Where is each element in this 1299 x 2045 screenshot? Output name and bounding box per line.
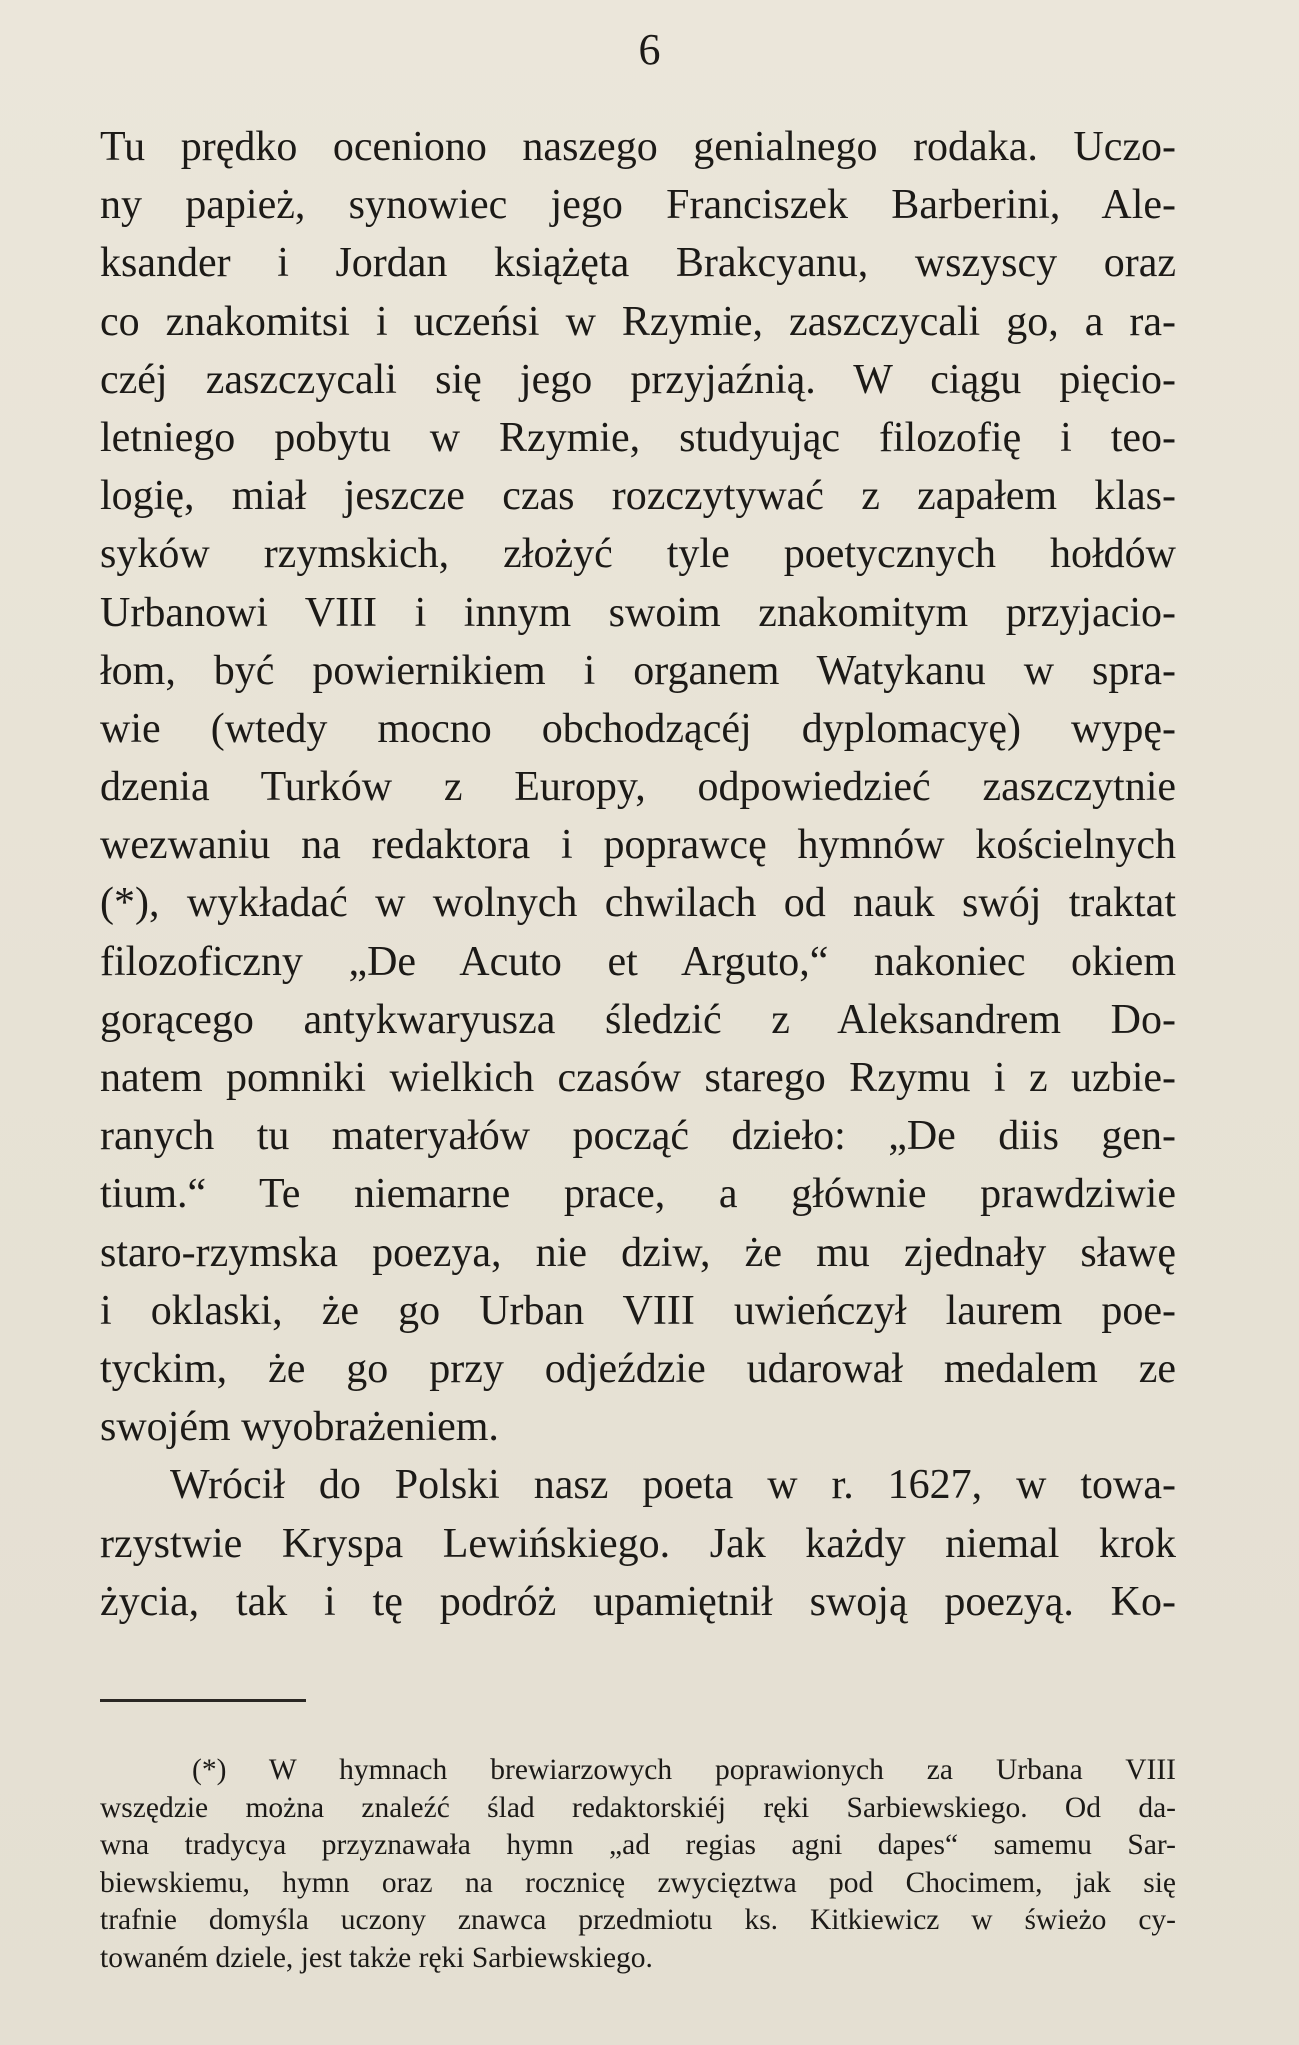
text-line: gorącego antykwaryusza śledzić z Aleksandrem Do-	[100, 996, 1176, 1043]
page-number: 6	[638, 25, 661, 74]
text-line: filozoficzny „De Acuto et Arguto,“ nakoniec okiem	[100, 938, 1176, 985]
text-line: życia, tak i tę podróż upamiętnił swoją poezyą. Ko-	[100, 1578, 1176, 1625]
paragraph-1	[100, 118, 1176, 1456]
text-line: ny papież, synowiec jego Franciszek Barberini, Ale-	[100, 182, 1176, 229]
paragraph-2	[100, 1456, 1176, 1631]
text-line: staro-rzymska poezya, nie dziw, że mu zjednały sławę	[100, 1229, 1176, 1276]
text-line: swojém wyobrażeniem.	[100, 1404, 499, 1451]
text-line: czéj zaszczycali się jego przyjaźnią. W ciągu pięcio-	[100, 356, 1176, 403]
footnote-separator	[100, 1699, 306, 1702]
text-line: rzystwie Kryspa Lewińskiego. Jak każdy niemal krok	[100, 1520, 1176, 1567]
footnote-line: wna tradycya przyznawała hymn „ad regias agni dapes“ samemu Sar-	[100, 1829, 1176, 1862]
text-line: logię, miał jeszcze czas rozczytywać z zapałem klas-	[100, 473, 1176, 520]
footnote-line: towaném dziele, jest także ręki Sarbiewskiego.	[100, 1941, 653, 1974]
footnote	[100, 1752, 1176, 1978]
text-line: Wrócił do Polski nasz poeta w r. 1627, w towa-	[170, 1462, 1176, 1509]
footnote-line: wszędzie można znaleźć ślad redaktorskiéj ręki Sarbiewskiego. Od da-	[100, 1791, 1176, 1824]
text-line: letniego pobytu w Rzymie, studyując filozofię i teo-	[100, 414, 1176, 461]
text-line: co znakomitsi i uczeńsi w Rzymie, zaszczycali go, a ra-	[100, 298, 1176, 345]
footnote-line: trafnie domyśla uczony znawca przedmiotu ks. Kitkiewicz w świeżo cy-	[100, 1904, 1176, 1937]
text-line: ksander i Jordan książęta Brakcyanu, wszyscy oraz	[100, 240, 1176, 287]
text-line: i oklaski, że go Urban VIII uwieńczył laurem poe-	[100, 1287, 1176, 1334]
text-line: natem pomniki wielkich czasów starego Rzymu i z uzbie-	[100, 1055, 1176, 1101]
body-text	[100, 118, 1176, 1631]
text-line: tyckim, że go przy odjeździe udarował medalem ze	[100, 1345, 1176, 1392]
text-line: ranych tu materyałów począć dzieło: „De diis gen-	[100, 1113, 1176, 1160]
footnote-line: biewskiemu, hymn oraz na rocznicę zwycięztwa pod Chocimem, jak się	[100, 1866, 1176, 1899]
text-line: (*), wykładać w wolnych chwilach od nauk swój traktat	[100, 880, 1176, 927]
text-line: Tu prędko oceniono naszego genialnego rodaka. Uczo-	[100, 124, 1176, 170]
footnote-line: (*) W hymnach brewiarzowych poprawionych za Urbana VIII	[192, 1754, 1176, 1786]
text-line: wezwaniu na redaktora i poprawcę hymnów kościelnych	[100, 822, 1176, 869]
text-line: tium.“ Te niemarne prace, a głównie prawdziwie	[100, 1171, 1176, 1218]
text-line: syków rzymskich, złożyć tyle poetycznych hołdów	[100, 531, 1176, 578]
text-line: wie (wtedy mocno obchodzącéj dyplomacyę) wypę-	[100, 705, 1176, 752]
text-line: Urbanowi VIII i innym swoim znakomitym przyjacio-	[100, 589, 1176, 636]
text-line: dzenia Turków z Europy, odpowiedzieć zaszczytnie	[100, 764, 1176, 811]
text-line: łom, być powiernikiem i organem Watykanu w spra-	[100, 647, 1176, 694]
